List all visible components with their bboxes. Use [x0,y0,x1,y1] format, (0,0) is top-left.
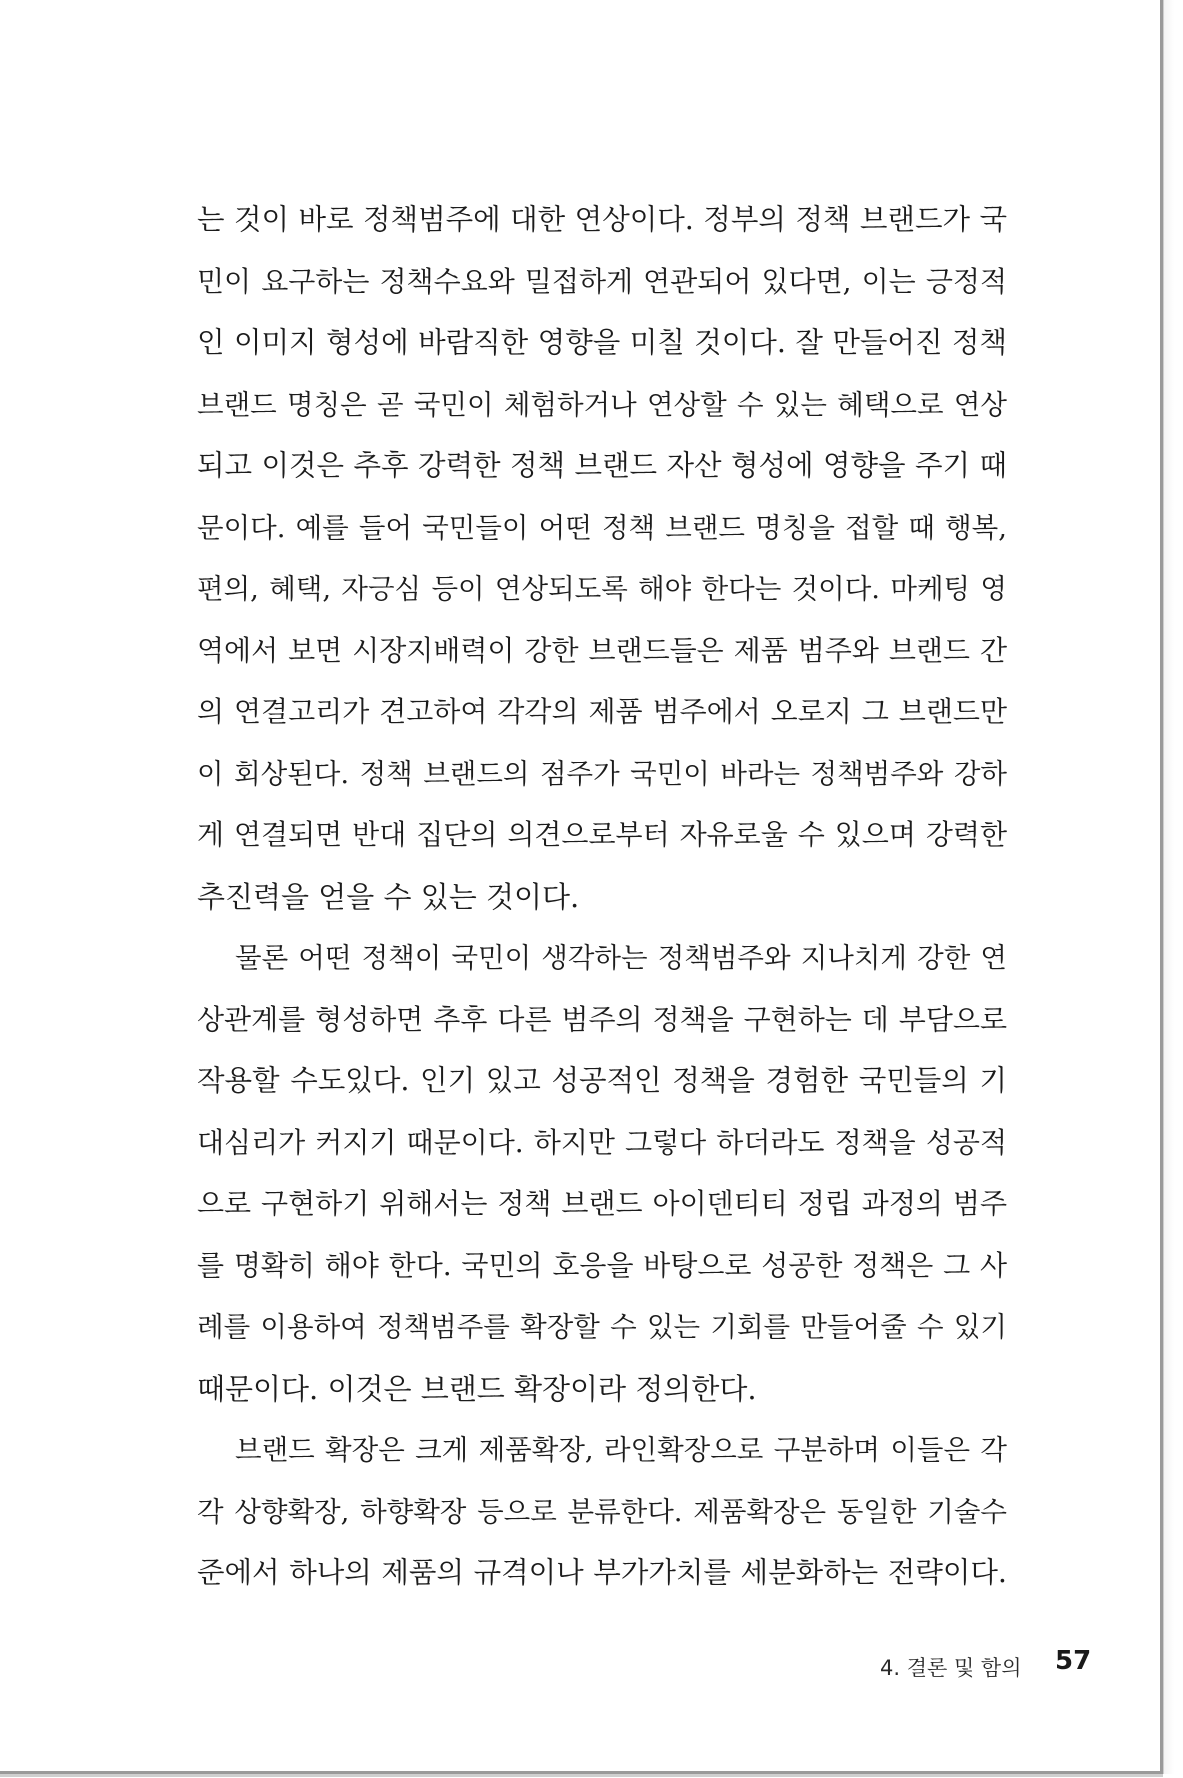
text-line: 인 이미지 형성에 바람직한 영향을 미칠 것이다. 잘 만들어진 정책 [197,326,1007,359]
running-footer-title: 4. 결론 및 함의 [880,1656,1022,1680]
text-line: 작용할 수도있다. 인기 있고 성공적인 정책을 경험한 국민들의 기 [197,1064,1007,1097]
text-line: 는 것이 바로 정책범주에 대한 연상이다. 정부의 정책 브랜드가 국 [197,203,1007,236]
text-line: 물론 어떤 정책이 국민이 생각하는 정책범주와 지나치게 강한 연 [235,942,1007,974]
text-line: 민이 요구하는 정책수요와 밀접하게 연관되어 있다면, 이는 긍정적 [197,264,1007,298]
text-line: 브랜드 명칭은 곧 국민이 체험하거나 연상할 수 있는 혜택으로 연상 [197,388,1007,421]
text-line: 브랜드 확장은 크게 제품확장, 라인확장으로 구분하며 이들은 각 [235,1434,1007,1466]
text-line: 게 연결되면 반대 집단의 의견으로부터 자유로울 수 있으며 강력한 [197,818,1007,851]
text-line: 문이다. 예를 들어 국민들이 어떤 정책 브랜드 명칭을 접할 때 행복, [197,511,1007,544]
body-text [197,196,1007,1611]
text-line: 각 상향확장, 하향확장 등으로 분류한다. 제품확장은 동일한 기술수 [197,1495,1007,1528]
text-line: 때문이다. 이것은 브랜드 확장이라 정의한다. [197,1371,757,1406]
page-edge-right [1163,0,1174,1774]
text-line: 으로 구현하기 위해서는 정책 브랜드 아이덴티티 정립 과정의 범주 [197,1187,1007,1220]
text-line: 를 명확히 해야 한다. 국민의 호응을 바탕으로 성공한 정책은 그 사 [197,1248,1007,1282]
text-line: 되고 이것은 추후 강력한 정책 브랜드 자산 형성에 영향을 주기 때 [197,449,1007,482]
text-line: 상관계를 형성하면 추후 다른 범주의 정책을 구현하는 데 부담으로 [197,1002,1007,1036]
text-line: 대심리가 커지기 때문이다. 하지만 그렇다 하더라도 정책을 성공적 [197,1125,1007,1159]
page-edge-bottom [0,1774,1163,1777]
text-line: 의 연결고리가 견고하여 각각의 제품 범주에서 오로지 그 브랜드만 [197,695,1007,728]
text-line: 준에서 하나의 제품의 규격이나 부가가치를 세분화하는 전략이다. [197,1556,1007,1589]
text-line: 추진력을 얻을 수 있는 것이다. [197,879,580,914]
text-line: 이 회상된다. 정책 브랜드의 점주가 국민이 바라는 정책범주와 강하 [197,757,1007,790]
text-line: 역에서 보면 시장지배력이 강한 브랜드들은 제품 범주와 브랜드 간 [197,633,1007,667]
page-number: 57 [1055,1646,1092,1676]
text-line: 편의, 혜택, 자긍심 등이 연상되도록 해야 한다는 것이다. 마케팅 영 [197,573,1007,605]
text-line: 례를 이용하여 정책범주를 확장할 수 있는 기회를 만들어줄 수 있기 [197,1311,1007,1343]
